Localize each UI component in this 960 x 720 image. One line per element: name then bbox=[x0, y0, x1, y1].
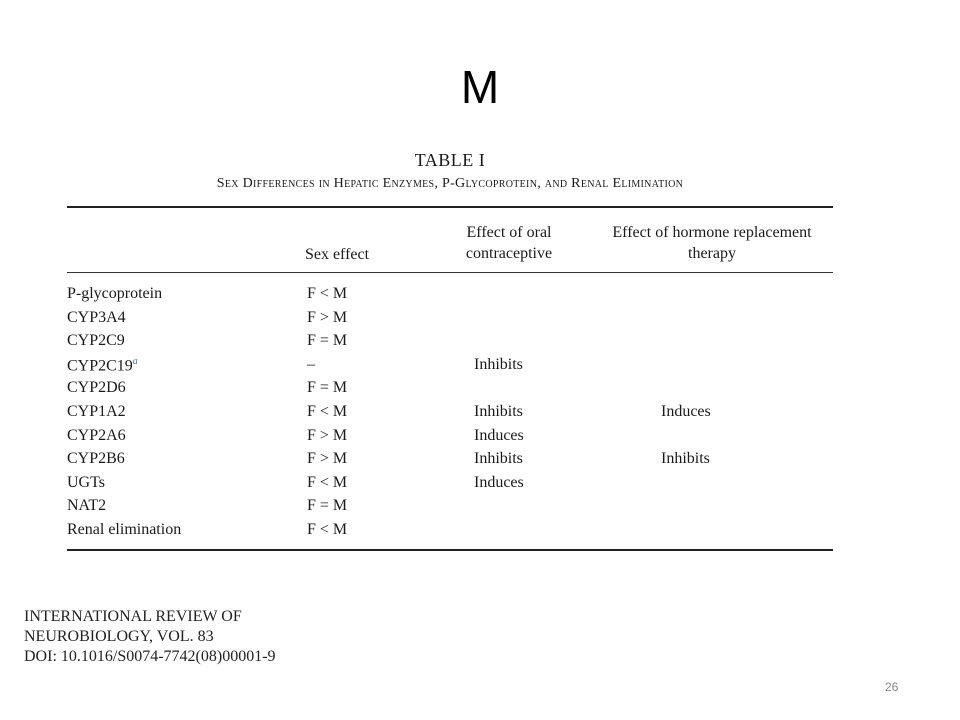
table-row bbox=[67, 401, 833, 425]
cell-enzyme: Renal elimination bbox=[67, 520, 182, 538]
cell-sex-effect: F < M bbox=[307, 520, 348, 538]
table-row bbox=[67, 495, 833, 519]
table-row bbox=[67, 448, 833, 472]
cell-sex-effect: F = M bbox=[307, 379, 348, 397]
cell-enzyme: CYP2D6 bbox=[67, 379, 126, 397]
header-hormone-replacement: Effect of hormone replacement therapy bbox=[612, 224, 812, 262]
cell-hormone-replacement: Induces bbox=[661, 402, 711, 420]
journal-reference bbox=[24, 607, 276, 667]
cell-sex-effect: F < M bbox=[307, 285, 348, 302]
cell-enzyme: CYP2C9 bbox=[67, 332, 125, 350]
cell-enzyme: CYP1A2 bbox=[67, 402, 126, 420]
cell-oral-contraceptive: Inhibits bbox=[474, 402, 523, 420]
table-bottom-rule bbox=[67, 549, 833, 551]
table-row bbox=[67, 377, 833, 401]
table-body bbox=[67, 273, 833, 549]
footnote-marker: a bbox=[132, 355, 138, 367]
cell-sex-effect: F > M bbox=[307, 308, 348, 326]
cell-enzyme: CYP3A4 bbox=[67, 308, 126, 326]
table-header bbox=[67, 208, 833, 272]
cell-enzyme: CYP2A6 bbox=[67, 426, 126, 444]
data-table bbox=[67, 150, 833, 551]
cell-oral-contraceptive: Induces bbox=[474, 426, 524, 444]
table-row bbox=[67, 283, 833, 307]
cell-enzyme: UGTs bbox=[67, 473, 105, 491]
reference-line-1: INTERNATIONAL REVIEW OF bbox=[24, 608, 242, 625]
cell-sex-effect: F = M bbox=[307, 332, 348, 350]
cell-sex-effect: F < M bbox=[307, 402, 348, 420]
cell-sex-effect: F = M bbox=[307, 497, 348, 515]
header-oral-contraceptive: Effect of oral contraceptive bbox=[465, 224, 553, 262]
reference-line-2: NEUROBIOLOGY, VOL. 83 bbox=[24, 628, 214, 645]
cell-sex-effect: – bbox=[307, 355, 315, 373]
table-row bbox=[67, 330, 833, 354]
cell-enzyme: NAT2 bbox=[67, 497, 107, 515]
table-number: TABLE I bbox=[414, 150, 486, 170]
reference-doi: DOI: 10.1016/S0074-7742(08)00001-9 bbox=[24, 648, 276, 665]
cell-enzyme: CYP2B6 bbox=[67, 450, 125, 468]
cell-enzyme: CYP2C19$^a$ bbox=[67, 355, 138, 375]
slide-title: M bbox=[460, 61, 500, 113]
cell-sex-effect: F > M bbox=[307, 426, 348, 444]
table-caption: Sex Differences in Hepatic Enzymes, P-Glycoprotein, and Renal Elimination bbox=[216, 176, 684, 191]
header-sex-effect: Sex effect bbox=[304, 246, 370, 263]
cell-enzyme: P-glycoprotein bbox=[67, 285, 163, 302]
page-number: 26 bbox=[885, 680, 899, 694]
table-row bbox=[67, 472, 833, 496]
table-row bbox=[67, 425, 833, 449]
cell-oral-contraceptive: Induces bbox=[474, 473, 524, 491]
cell-sex-effect: F < M bbox=[307, 473, 348, 491]
cell-oral-contraceptive: Inhibits bbox=[474, 355, 523, 373]
cell-hormone-replacement: Inhibits bbox=[661, 450, 710, 468]
table-row bbox=[67, 519, 833, 543]
table-row bbox=[67, 354, 833, 378]
table-row bbox=[67, 307, 833, 331]
cell-oral-contraceptive: Inhibits bbox=[474, 450, 523, 468]
cell-sex-effect: F > M bbox=[307, 450, 348, 468]
